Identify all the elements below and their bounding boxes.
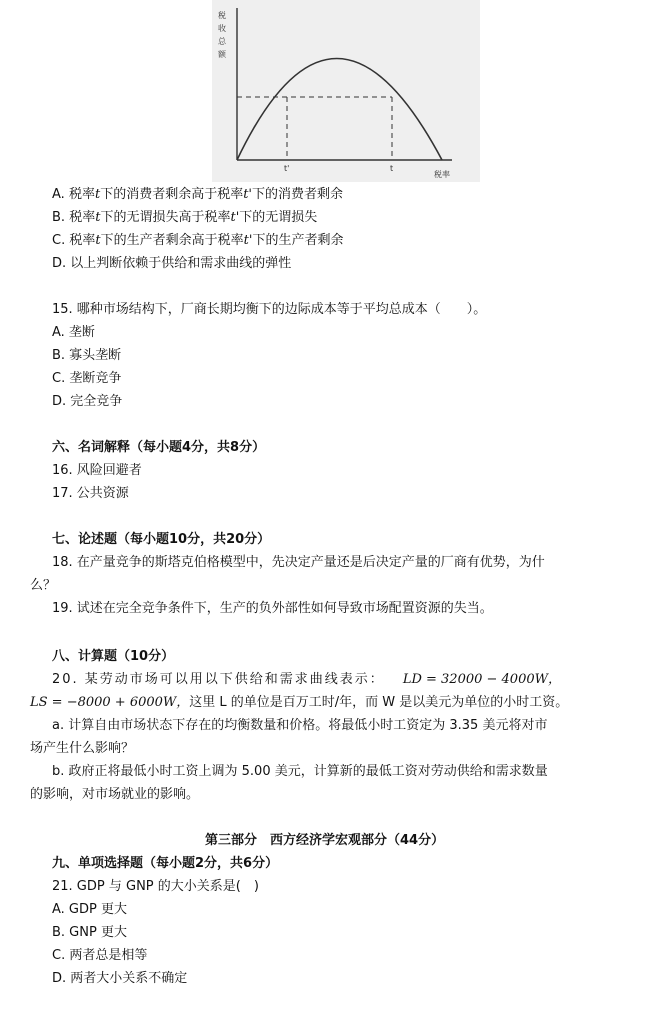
y-axis-label-char: 税 xyxy=(218,11,226,20)
demand-equation: LD = 32000 − 4000W， xyxy=(402,672,561,687)
supply-equation: LS = −8000 + 6000W， xyxy=(30,695,190,710)
q20-line-1: 20. 某劳动市场可以用以下供给和需求曲线表示： LD = 32000 − 4000W， xyxy=(52,672,561,687)
y-axis-label-char: 收 xyxy=(218,24,226,33)
y-axis-label-char: 总 xyxy=(218,37,226,46)
q21-option-a: A. GDP 更大 xyxy=(52,902,127,917)
q14-option-a: A. 税率t下的消费者剩余高于税率t'下的消费者剩余 xyxy=(52,187,344,202)
q17-item: 17. 公共资源 xyxy=(52,486,129,501)
q16-item: 16. 风险回避者 xyxy=(52,463,142,478)
q20-line-2: LS = −8000 + 6000W，这里 L 的单位是百万工时/年，而 W 是以美元为单位的小时工资。 xyxy=(30,695,569,710)
section9-heading: 九、单项选择题（每小题2分，共6分） xyxy=(52,856,279,871)
q19-item: 19. 试述在完全竞争条件下，生产的负外部性如何导致市场配置资源的失当。 xyxy=(52,601,493,616)
q20b-line-1: b. 政府正将最低小时工资上调为 5.00 美元，计算新的最低工资对劳动供给和需求数量 xyxy=(52,764,548,779)
section6-heading: 六、名词解释（每小题4分，共8分） xyxy=(52,440,266,455)
q21-option-c: C. 两者总是相等 xyxy=(52,948,148,963)
q15-option-a: A. 垄断 xyxy=(52,325,95,340)
tax-revenue-figure xyxy=(212,0,480,182)
q20a-line-1: a. 计算自由市场状态下存在的均衡数量和价格。将最低小时工资定为 3.35 美元将对市 xyxy=(52,718,548,733)
tick-label-t-prime: t' xyxy=(284,164,290,173)
q20b-line-2: 的影响，对市场就业的影响。 xyxy=(30,787,200,802)
q15-option-b: B. 寡头垄断 xyxy=(52,348,122,363)
q15-option-c: C. 垄断竞争 xyxy=(52,371,122,386)
q14-option-d: D. 以上判断依赖于供给和需求曲线的弹性 xyxy=(52,256,292,271)
q21-option-b: B. GNP 更大 xyxy=(52,925,127,940)
x-axis-label: 税率 xyxy=(434,170,450,179)
q18-line-1: 18. 在产量竞争的斯塔克伯格模型中，先决定产量还是后决定产量的厂商有优势，为什 xyxy=(52,555,545,570)
part3-heading: 第三部分 西方经济学宏观部分（44分） xyxy=(205,833,445,848)
q14-option-b: B. 税率t下的无谓损失高于税率t'下的无谓损失 xyxy=(52,210,318,225)
q14-option-c: C. 税率t下的生产者剩余高于税率t'下的生产者剩余 xyxy=(52,233,344,248)
q21-stem: 21. GDP 与 GNP 的大小关系是( ) xyxy=(52,879,259,894)
q18-line-2: 么？ xyxy=(30,578,57,593)
q21-option-d: D. 两者大小关系不确定 xyxy=(52,971,188,986)
q20a-line-2: 场产生什么影响？ xyxy=(30,741,135,756)
q15-option-d: D. 完全竞争 xyxy=(52,394,123,409)
section7-heading: 七、论述题（每小题10分，共20分） xyxy=(52,532,271,547)
section8-heading: 八、计算题（10分） xyxy=(52,649,175,664)
y-axis-label-char: 额 xyxy=(218,50,226,59)
tick-label-t: t xyxy=(390,164,394,173)
q15-stem: 15. 哪种市场结构下，厂商长期均衡下的边际成本等于平均总成本（ ）。 xyxy=(52,302,487,317)
